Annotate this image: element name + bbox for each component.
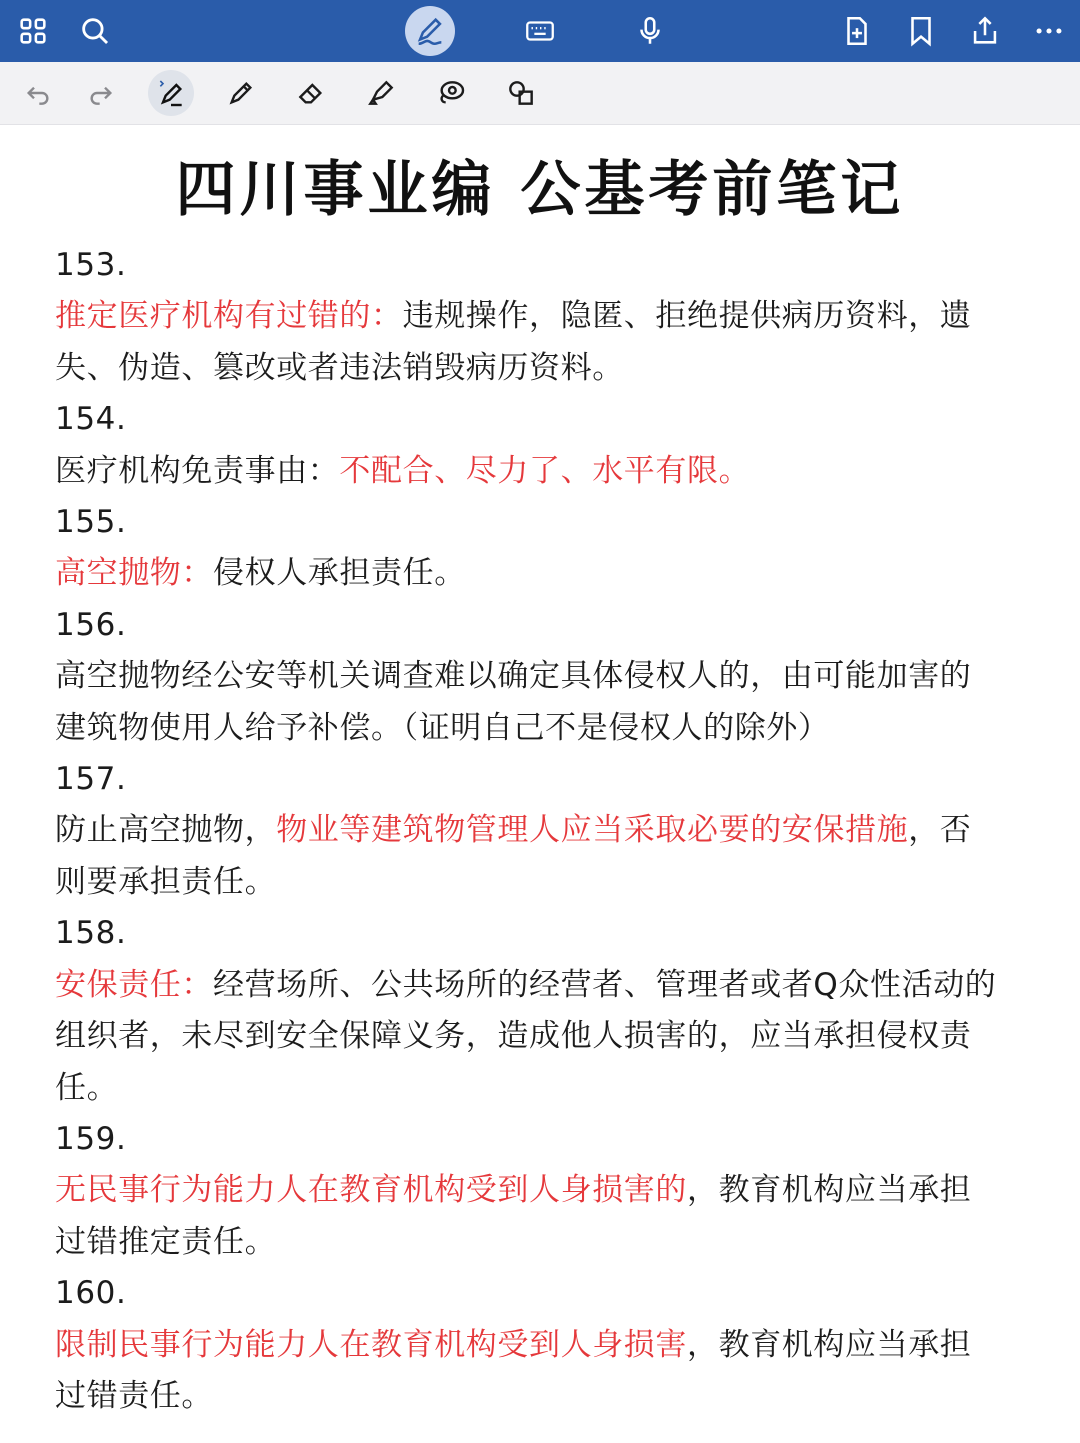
search-icon[interactable]	[70, 6, 120, 56]
undo-icon[interactable]	[15, 70, 61, 116]
note-text: 侵权人承担责任。	[213, 555, 466, 592]
highlighted-text: 安保责任：	[55, 966, 213, 1003]
microphone-icon[interactable]	[625, 6, 675, 56]
highlighted-text: 物业等建筑物管理人应当采取必要的安保措施	[276, 812, 909, 849]
note-line	[55, 240, 1035, 291]
note-line	[55, 600, 1035, 651]
note-text: 组织者，未尽到安全保障义务，造成他人损害的，应当承担侵权责	[55, 1018, 972, 1055]
top-app-bar	[0, 0, 1080, 62]
note-line	[55, 1320, 1035, 1371]
note-text: 153.	[55, 247, 127, 283]
lasso-icon[interactable]	[428, 70, 474, 116]
highlighted-text: 不配合、尽力了、水平有限。	[339, 452, 751, 489]
pencil-icon[interactable]	[218, 70, 264, 116]
note-text: 160.	[55, 1275, 127, 1312]
highlighter-icon[interactable]	[358, 70, 404, 116]
note-line	[55, 291, 1035, 342]
note-line	[55, 497, 1035, 548]
note-text: 高空抛物经公安等机关调查难以确定具体侵权人的，由可能加害的	[55, 658, 972, 695]
note-text: 155.	[55, 504, 127, 541]
note-text: ，教育机构应当承担	[687, 1172, 972, 1209]
page-title: 四川事业编 公基考前笔记	[175, 155, 905, 225]
note-line	[55, 1217, 1035, 1268]
note-text: 医疗机构免责事由：	[55, 452, 340, 489]
note-line	[55, 805, 1035, 856]
grid-icon[interactable]	[8, 6, 58, 56]
note-content	[55, 240, 1035, 1422]
note-text: 建筑物使用人给予补偿。（证明自己不是侵权人的除外）	[55, 709, 830, 746]
note-text: 任。	[55, 1069, 119, 1106]
note-line	[55, 960, 1035, 1011]
note-line	[55, 548, 1035, 599]
bookmark-icon[interactable]	[896, 6, 946, 56]
note-text: 经营场所、公共场所的经营者、管理者或者Q众性活动的	[213, 966, 997, 1003]
highlighted-text: 推定医疗机构有过错的：	[55, 298, 403, 335]
note-line	[55, 1268, 1035, 1319]
keyboard-icon[interactable]	[515, 6, 565, 56]
note-line	[55, 446, 1035, 497]
note-line	[55, 394, 1035, 445]
note-line	[55, 1165, 1035, 1216]
note-text: 158.	[55, 915, 127, 952]
note-text: 违规操作，隐匿、拒绝提供病历资料，遗	[402, 298, 972, 335]
pen-mode-icon[interactable]	[405, 6, 455, 56]
redo-icon[interactable]	[78, 70, 124, 116]
note-line	[55, 651, 1035, 702]
shapes-icon[interactable]	[498, 70, 544, 116]
note-text: ，教育机构应当承担	[687, 1326, 972, 1363]
add-page-icon[interactable]	[832, 6, 882, 56]
note-text: 157.	[55, 761, 127, 798]
note-text: 159.	[55, 1120, 127, 1157]
share-icon[interactable]	[960, 6, 1010, 56]
note-text: 失、伪造、篡改或者违法销毁病历资料。	[55, 349, 624, 386]
highlighted-text: 无民事行为能力人在教育机构受到人身损害的	[55, 1172, 687, 1209]
note-text: ，否	[908, 812, 972, 849]
note-text: 156.	[55, 606, 127, 643]
highlighted-text: 高空抛物：	[55, 555, 213, 592]
note-line	[55, 1011, 1035, 1062]
highlighted-text: 限制民事行为能力人在教育机构受到人身损害	[55, 1326, 687, 1363]
more-icon[interactable]	[1024, 6, 1074, 56]
eraser-icon[interactable]	[288, 70, 334, 116]
note-line	[55, 1114, 1035, 1165]
note-text: 过错推定责任。	[55, 1223, 277, 1260]
note-text: 则要承担责任。	[55, 863, 277, 900]
note-line	[55, 908, 1035, 959]
note-line	[55, 754, 1035, 805]
note-line	[55, 703, 1035, 754]
drawing-toolbar	[0, 62, 1080, 125]
note-line	[55, 1371, 1035, 1422]
note-line	[55, 343, 1035, 394]
note-text: 过错责任。	[55, 1377, 213, 1414]
note-line	[55, 857, 1035, 908]
note-line	[55, 1063, 1035, 1114]
bluetooth-pen-icon[interactable]	[148, 70, 194, 116]
note-text: 防止高空抛物，	[55, 812, 277, 849]
note-text: 154.	[55, 401, 127, 438]
